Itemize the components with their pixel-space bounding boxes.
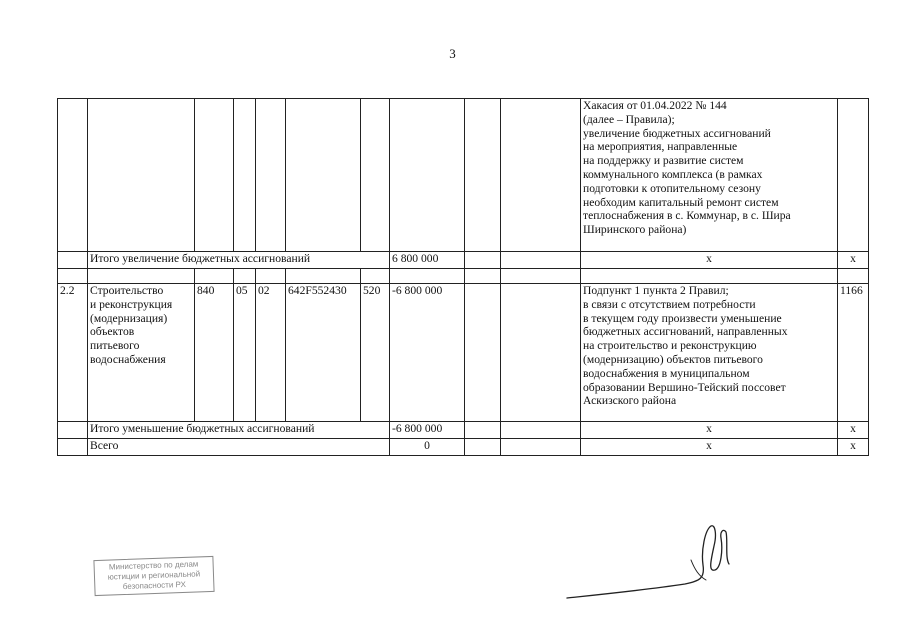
item-code-5: 520 <box>361 284 390 422</box>
table-row-total-decrease <box>58 422 869 439</box>
item-last-code: 1166 <box>838 284 869 422</box>
item-code-3: 02 <box>256 284 286 422</box>
grand-total-last-mark: x <box>838 439 869 456</box>
item-code-4: 642F552430 <box>286 284 361 422</box>
item-name: Строительство и реконструкция (модернизация) объектов питьевого водоснабжения <box>88 284 195 422</box>
grand-total-desc-mark: x <box>581 439 838 456</box>
description-continuation: Хакасия от 01.04.2022 № 144 (далее – Правила); увеличение бюджетных ассигнований на мероприятия, направленные на поддержку и развитие систем коммунального комплекса (в рамках подготовки к отопительному сезону необходим капитальный ремонт систем теплоснабжения в с. Коммунар, в с. Шира Ширинского района) <box>581 99 838 252</box>
grand-total-label: Всего <box>88 439 390 456</box>
item-number: 2.2 <box>58 284 88 422</box>
total-decrease-label: Итого уменьшение бюджетных ассигнований <box>88 422 390 439</box>
budget-table <box>57 98 869 456</box>
table-row-item-2-2 <box>58 284 869 422</box>
page-number: 3 <box>449 46 456 61</box>
table-row-continuation <box>58 99 869 252</box>
registration-stamp: Министерство по делам юстиции и региональной безопасности РХ <box>93 556 214 596</box>
table-row-spacer <box>58 269 869 284</box>
item-code-2: 05 <box>234 284 256 422</box>
total-increase-amount: 6 800 000 <box>390 252 465 269</box>
total-decrease-desc-mark: x <box>581 422 838 439</box>
handwritten-signature <box>565 520 745 605</box>
item-description: Подпункт 1 пункта 2 Правил; в связи с отсутствием потребности в текущем году произвести уменьшение бюджетных ассигнований, направленных на строительство и реконструкцию (модернизацию) объектов питьевого водоснабжения в муниципальном образовании Вершино-Тейский поссовет Аскизского района <box>581 284 838 422</box>
item-code-1: 840 <box>195 284 234 422</box>
total-decrease-amount: -6 800 000 <box>390 422 465 439</box>
table-row-total-increase <box>58 252 869 269</box>
grand-total-amount: 0 <box>390 439 465 456</box>
total-increase-last-mark: x <box>838 252 869 269</box>
total-increase-desc-mark: x <box>581 252 838 269</box>
table-row-grand-total <box>58 439 869 456</box>
item-amount: -6 800 000 <box>390 284 465 422</box>
total-decrease-last-mark: x <box>838 422 869 439</box>
total-increase-label: Итого увеличение бюджетных ассигнований <box>88 252 390 269</box>
